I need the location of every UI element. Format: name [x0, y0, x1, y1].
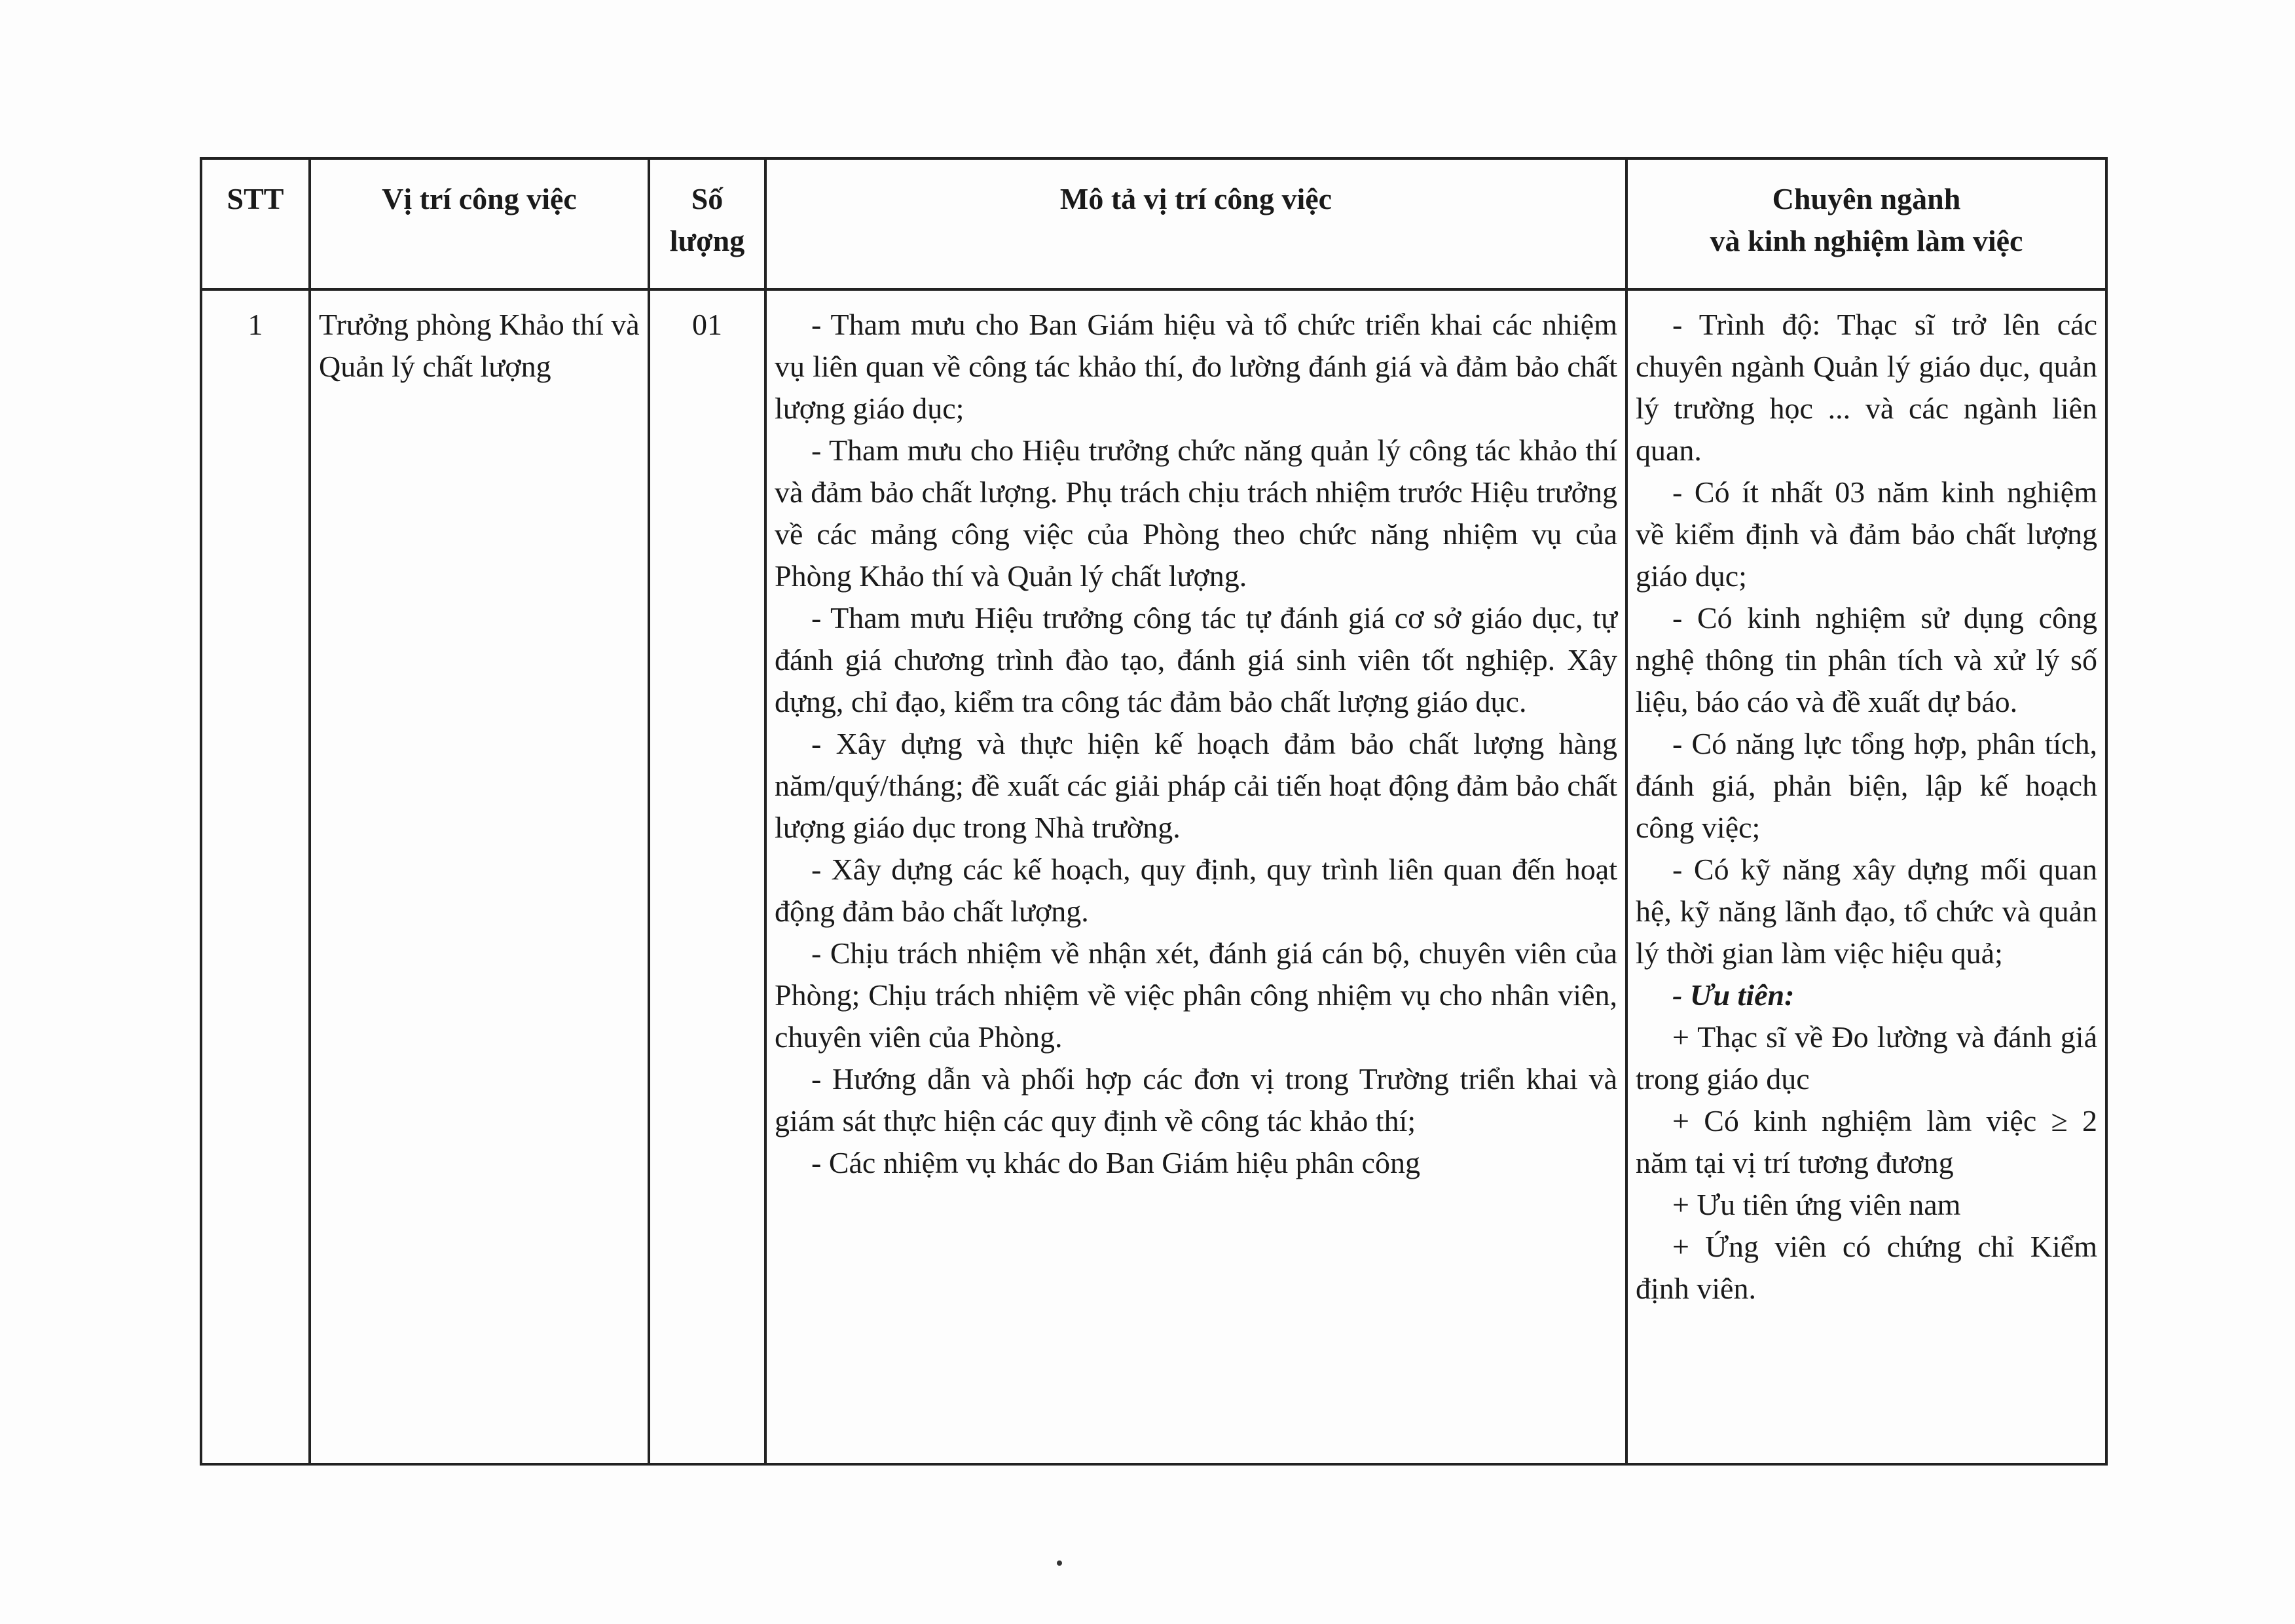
priority-item: + Ưu tiên ứng viên nam: [1672, 1188, 1961, 1221]
header-quantity-line2: lượng: [669, 224, 745, 257]
description-item: - Chịu trách nhiệm về nhận xét, đánh giá cán bộ, chuyên viên của Phòng; Chịu trách nhiệm về việc phân công nhiệm vụ cho nhân viên, chuyên viên của Phòng.: [775, 936, 1617, 1054]
scan-speck: [1057, 1560, 1062, 1566]
requirement-item: - Có kỹ năng xây dựng mối quan hệ, kỹ năng lãnh đạo, tổ chức và quản lý thời gian làm việc hiệu quả;: [1636, 853, 2097, 970]
description-item: - Tham mưu Hiệu trưởng công tác tự đánh giá cơ sở giáo dục, tự đánh giá chương trình đào tạo, đánh giá sinh viên tốt nghiệp. Xây dựng, chỉ đạo, kiểm tra công tác đảm bảo chất lượng giáo dục.: [775, 601, 1617, 718]
cell-stt: 1: [201, 289, 310, 1464]
header-row: [201, 158, 2106, 289]
description-item: - Xây dựng và thực hiện kế hoạch đảm bảo chất lượng hàng năm/quý/tháng; đề xuất các giải pháp cải tiến hoạt động đảm bảo chất lượng giáo dục trong Nhà trường.: [775, 727, 1617, 844]
requirement-item: - Có ít nhất 03 năm kinh nghiệm về kiểm định và đảm bảo chất lượng giáo dục;: [1636, 475, 2097, 593]
header-requirements-line1: Chuyên ngành: [1772, 182, 1961, 215]
header-stt: STT: [201, 158, 310, 289]
description-item: - Hướng dẫn và phối hợp các đơn vị trong Trường triển khai và giám sát thực hiện các quy định về công tác khảo thí;: [775, 1062, 1617, 1137]
priority-item: + Ứng viên có chứng chỉ Kiểm định viên.: [1636, 1230, 2097, 1305]
description-item: - Xây dựng các kế hoạch, quy định, quy trình liên quan đến hoạt động đảm bảo chất lượng.: [775, 853, 1617, 928]
header-quantity-line1: Số: [691, 182, 724, 215]
cell-requirements: [1626, 289, 2106, 1464]
priority-label: - Ưu tiên:: [1672, 978, 1795, 1012]
cell-description: [765, 289, 1626, 1464]
priority-item: + Có kinh nghiệm làm việc ≥ 2 năm tại vị trí tương đương: [1636, 1104, 2097, 1179]
description-item: - Tham mưu cho Hiệu trưởng chức năng quản lý công tác khảo thí và đảm bảo chất lượng. Phụ trách chịu trách nhiệm trước Hiệu trưởng về các mảng công việc của Phòng theo chức năng nhiệm vụ của Phòng Khảo thí và Quản lý chất lượng.: [775, 434, 1617, 593]
table-row: [201, 289, 2106, 1464]
description-item: - Các nhiệm vụ khác do Ban Giám hiệu phân công: [811, 1146, 1420, 1179]
priority-item: + Thạc sĩ về Đo lường và đánh giá trong giáo dục: [1636, 1020, 2097, 1096]
cell-quantity: 01: [649, 289, 765, 1464]
requirement-item: - Có năng lực tổng hợp, phân tích, đánh giá, phản biện, lập kế hoạch công việc;: [1636, 727, 2097, 844]
requirement-item: - Có kinh nghiệm sử dụng công nghệ thông tin phân tích và xử lý số liệu, báo cáo và đề xuất dự báo.: [1636, 601, 2097, 718]
requirement-item: - Trình độ: Thạc sĩ trở lên các chuyên ngành Quản lý giáo dục, quản lý trường học ... và các ngành liên quan.: [1636, 308, 2097, 467]
cell-position: Trưởng phòng Khảo thí và Quản lý chất lượng: [310, 289, 649, 1464]
header-quantity: [649, 158, 765, 289]
description-item: - Tham mưu cho Ban Giám hiệu và tổ chức triển khai các nhiệm vụ liên quan về công tác khảo thí, đo lường đánh giá và đảm bảo chất lượng giáo dục;: [775, 308, 1617, 425]
header-requirements-line2: và kinh nghiệm làm việc: [1710, 224, 2023, 257]
header-position: Vị trí công việc: [310, 158, 649, 289]
header-description: Mô tả vị trí công việc: [765, 158, 1626, 289]
header-requirements: [1626, 158, 2106, 289]
job-description-table: [200, 157, 2108, 1466]
